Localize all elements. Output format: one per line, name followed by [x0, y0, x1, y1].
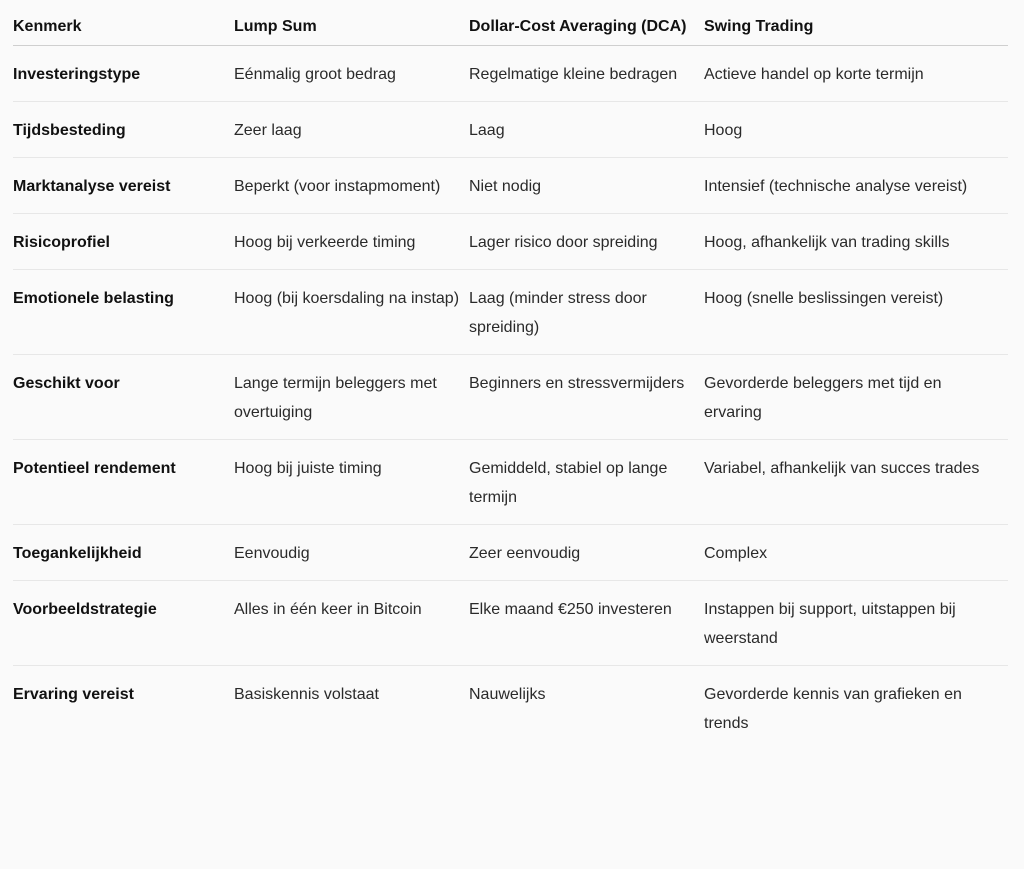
table-header	[13, 18, 1008, 46]
row-label: Voorbeeldstrategie	[13, 581, 234, 666]
table-row	[13, 440, 1008, 525]
table-cell: Elke maand €250 investeren	[469, 581, 704, 666]
comparison-table-container	[13, 18, 1008, 750]
table-row	[13, 214, 1008, 270]
table-cell: Hoog	[704, 102, 1008, 158]
table-row	[13, 158, 1008, 214]
table-cell: Gemiddeld, stabiel op lange termijn	[469, 440, 704, 525]
row-label: Investeringstype	[13, 46, 234, 102]
table-row	[13, 666, 1008, 751]
table-cell: Eenvoudig	[234, 525, 469, 581]
row-label: Toegankelijkheid	[13, 525, 234, 581]
table-cell: Basiskennis volstaat	[234, 686, 379, 703]
table-cell: Hoog bij verkeerde timing	[234, 214, 469, 270]
header-dca: Dollar-Cost Averaging (DCA)	[469, 18, 704, 46]
table-row	[13, 355, 1008, 440]
row-label: Potentieel rendement	[13, 440, 234, 525]
table-cell: Beperkt (voor instapmoment)	[234, 158, 469, 214]
table-cell: Hoog, afhankelijk van trading skills	[704, 214, 1008, 270]
row-label: Geschikt voor	[13, 355, 234, 440]
table-cell: Lager risico door spreiding	[469, 214, 704, 270]
table-cell: Zeer laag	[234, 102, 469, 158]
table-row	[13, 46, 1008, 102]
table-cell: Complex	[704, 525, 1008, 581]
table-cell: Eénmalig groot bedrag	[234, 46, 469, 102]
table-cell: Hoog (bij koersdaling na instap)	[234, 270, 469, 355]
table-cell: Zeer eenvoudig	[469, 525, 704, 581]
table-cell: Instappen bij support, uitstappen bij weerstand	[704, 581, 1008, 666]
table-cell: Laag (minder stress door spreiding)	[469, 270, 704, 355]
header-row	[13, 18, 1008, 46]
table-body	[13, 46, 1008, 751]
table-cell: Gevorderde beleggers met tijd en ervaring	[704, 355, 1008, 440]
table-cell: Lange termijn beleggers met overtuiging	[234, 355, 469, 440]
table-cell: Laag	[469, 102, 704, 158]
table-cell: Beginners en stressvermijders	[469, 355, 704, 440]
row-label: Risicoprofiel	[13, 214, 234, 270]
table-row	[13, 102, 1008, 158]
header-kenmerk: Kenmerk	[13, 18, 234, 46]
table-cell: Niet nodig	[469, 158, 704, 214]
table-cell: Gevorderde kennis van grafieken en trends	[704, 686, 962, 732]
row-label: Emotionele belasting	[13, 270, 234, 355]
table-cell: Intensief (technische analyse vereist)	[704, 158, 1008, 214]
table-cell: Variabel, afhankelijk van succes trades	[704, 440, 1008, 525]
header-lump-sum: Lump Sum	[234, 18, 469, 46]
table-row	[13, 525, 1008, 581]
table-cell: Regelmatige kleine bedragen	[469, 46, 704, 102]
table-row	[13, 270, 1008, 355]
row-label: Marktanalyse vereist	[13, 158, 234, 214]
comparison-table	[13, 18, 1008, 750]
table-cell: Hoog (snelle beslissingen vereist)	[704, 270, 1008, 355]
header-swing-trading: Swing Trading	[704, 18, 1008, 46]
table-cell: Alles in één keer in Bitcoin	[234, 581, 469, 666]
table-cell: Actieve handel op korte termijn	[704, 46, 1008, 102]
row-label: Tijdsbesteding	[13, 102, 234, 158]
row-label: Ervaring vereist	[13, 686, 134, 703]
table-cell: Nauwelijks	[469, 686, 546, 703]
table-row	[13, 581, 1008, 666]
table-cell: Hoog bij juiste timing	[234, 440, 469, 525]
